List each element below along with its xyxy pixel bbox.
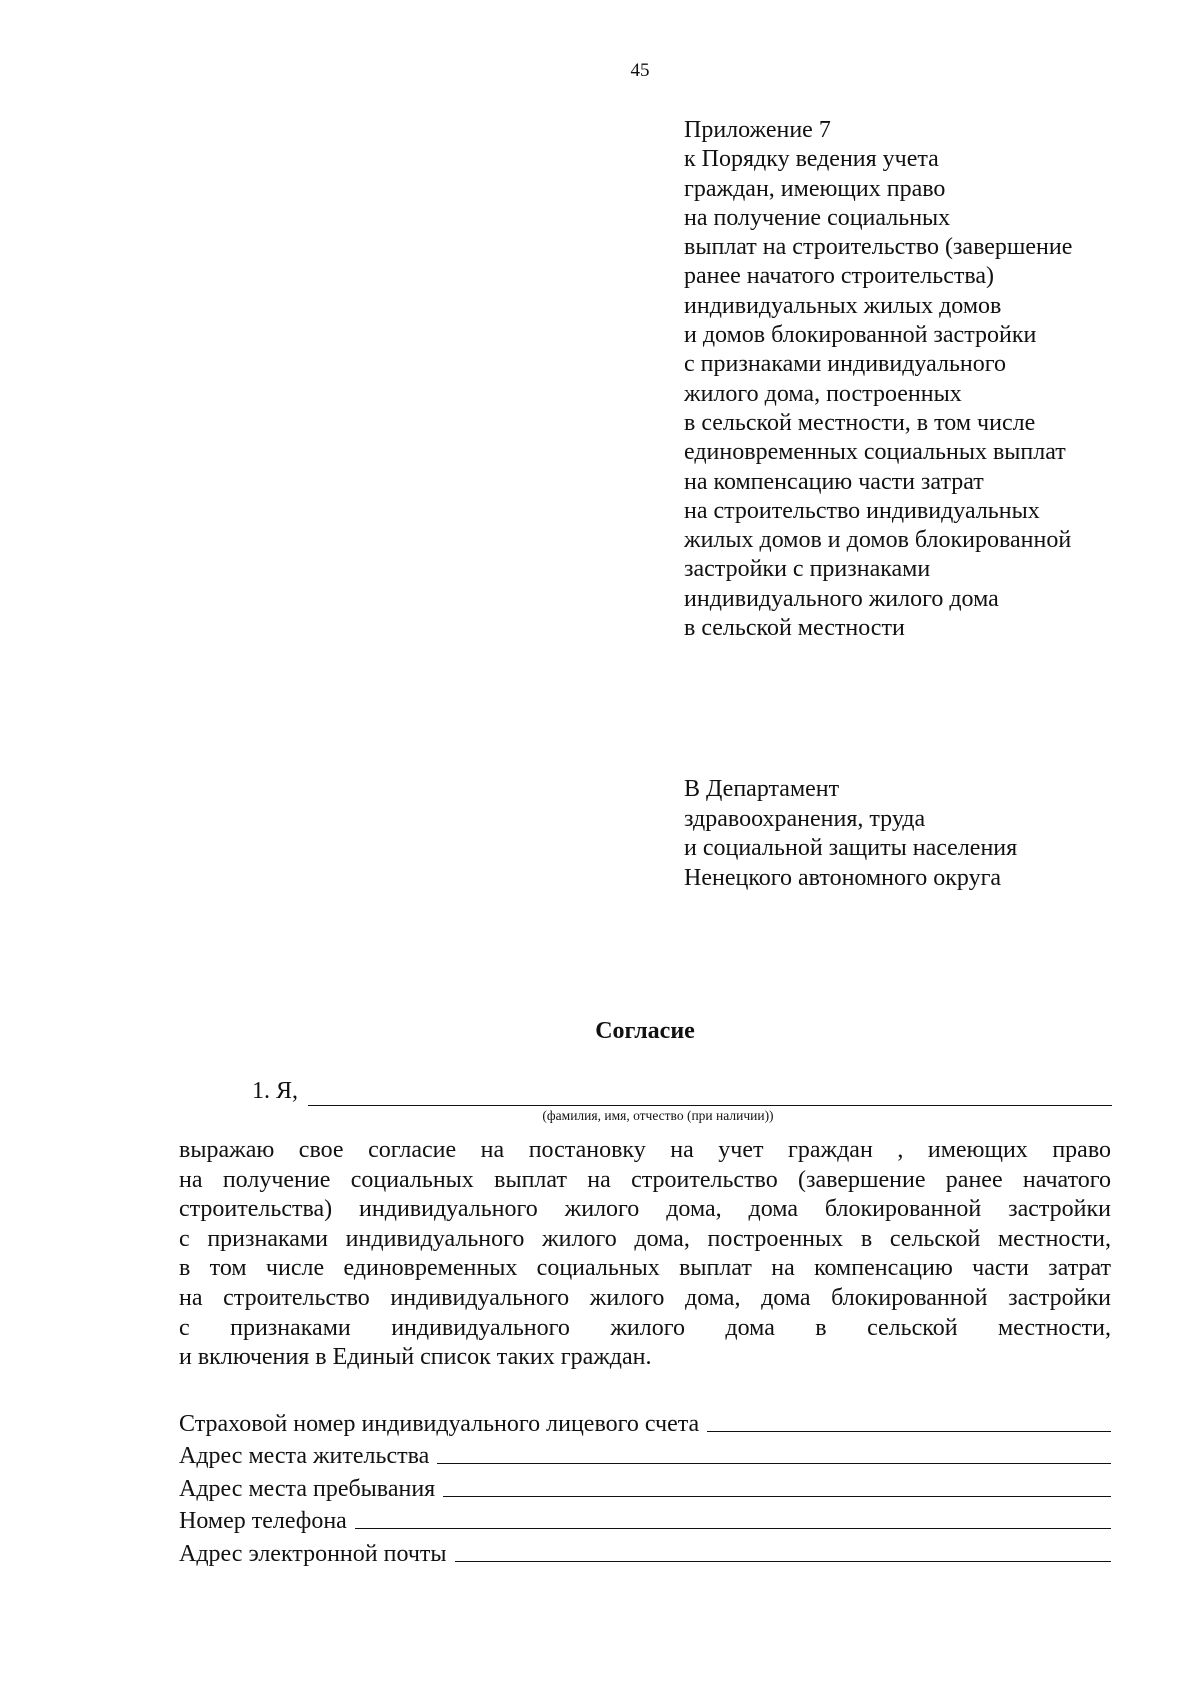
annex-line: единовременных социальных выплат — [684, 439, 1066, 466]
annex-line: к Порядку ведения учета — [684, 146, 939, 173]
addressee-block — [684, 775, 1144, 893]
consent-line: в том числе единовременных социальных выплат на компенсацию части затрат — [179, 1255, 1111, 1282]
field-label: Адрес электронной почты — [179, 1540, 447, 1567]
annex-line: жилых домов и домов блокированной — [684, 527, 1072, 554]
addressee-line: Ненецкого автономного округа — [684, 864, 1002, 891]
page-number: 45 — [630, 60, 650, 81]
annex-line: индивидуального жилого дома — [684, 585, 999, 612]
field-email — [179, 1535, 1111, 1568]
field-stay-address — [179, 1470, 1111, 1503]
consent-line: с признаками индивидуального жилого дома, построенных в сельской местности, — [179, 1225, 1111, 1252]
consent-line: с признаками индивидуального жилого дома в сельской местности, — [179, 1314, 1111, 1341]
annex-line: в сельской местности — [684, 615, 905, 642]
addressee-line: В Департамент — [684, 776, 840, 802]
contact-fields — [179, 1405, 1111, 1568]
annex-line: на строительство индивидуальных — [684, 497, 1040, 524]
name-prefix: 1. Я, — [252, 1078, 299, 1104]
annex-line: ранее начатого строительства) — [684, 263, 994, 290]
consent-line: выражаю свое согласие на постановку на учет граждан , имеющих право — [179, 1137, 1111, 1163]
field-blank-line[interactable] — [355, 1528, 1111, 1529]
field-label: Адрес места пребывания — [179, 1475, 436, 1502]
field-blank-line[interactable] — [443, 1496, 1111, 1497]
name-row — [252, 1078, 1112, 1110]
field-phone — [179, 1503, 1111, 1536]
annex-line: с признаками индивидуального — [684, 351, 1006, 378]
annex-line: и домов блокированной застройки — [684, 322, 1037, 349]
field-residence-address — [179, 1438, 1111, 1471]
annex-line: индивидуальных жилых домов — [684, 292, 1002, 319]
annex-line: застройки с признаками — [684, 556, 931, 583]
document-title: Согласие — [595, 1018, 695, 1044]
annex-line: на получение социальных — [684, 204, 951, 231]
annex-line: граждан, имеющих право — [684, 175, 946, 202]
consent-line: на получение социальных выплат на строительство (завершение ранее начатого — [179, 1166, 1111, 1193]
consent-line: и включения в Единый список таких граждан. — [179, 1344, 652, 1371]
field-blank-line[interactable] — [437, 1463, 1111, 1464]
field-label: Страховой номер индивидуального лицевого счета — [179, 1410, 700, 1437]
annex-block — [684, 116, 1144, 643]
field-label: Номер телефона — [179, 1508, 347, 1534]
addressee-line: здравоохранения, труда — [684, 805, 926, 832]
annex-line: на компенсацию части затрат — [684, 468, 984, 495]
field-label: Адрес места жительства — [179, 1443, 430, 1469]
consent-line: строительства) индивидуального жилого дома, дома блокированной застройки — [179, 1196, 1111, 1223]
name-blank-line[interactable] — [308, 1105, 1112, 1106]
addressee-line: и социальной защиты населения — [684, 835, 1018, 861]
field-blank-line[interactable] — [707, 1431, 1111, 1432]
annex-line: в сельской местности, в том числе — [684, 409, 1036, 436]
annex-line: Приложение 7 — [684, 117, 831, 143]
field-blank-line[interactable] — [455, 1561, 1111, 1562]
annex-line: выплат на строительство (завершение — [684, 234, 1073, 261]
annex-line: жилого дома, построенных — [684, 380, 962, 407]
name-caption: (фамилия, имя, отчество (при наличии)) — [542, 1108, 774, 1123]
consent-paragraph — [179, 1136, 1111, 1373]
field-insurance-number — [179, 1405, 1111, 1438]
consent-line: на строительство индивидуального жилого дома, дома блокированной застройки — [179, 1284, 1111, 1311]
